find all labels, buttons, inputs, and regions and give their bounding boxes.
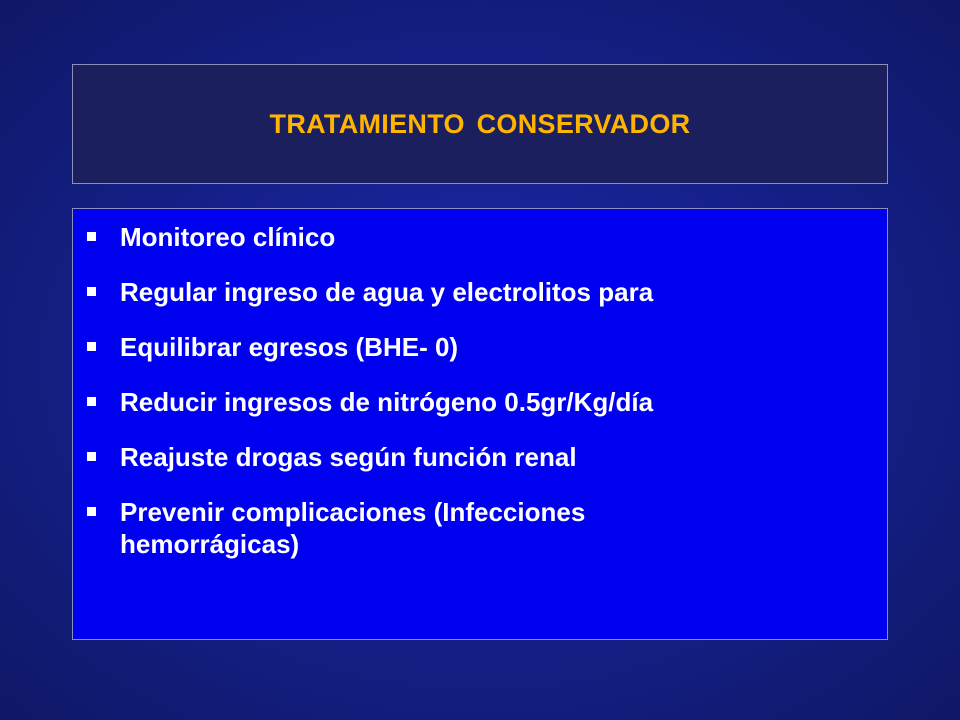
bullet-text: Prevenir complicaciones (Infecciones hemorrágicas) <box>120 497 586 559</box>
bullet-list <box>73 209 887 560</box>
square-bullet-icon <box>87 507 96 516</box>
list-item <box>87 276 887 308</box>
square-bullet-icon <box>87 287 96 296</box>
bullet-text: Reducir ingresos de nitrógeno 0.5gr/Kg/día <box>120 387 654 417</box>
bullet-text: Reajuste drogas según función renal <box>120 442 577 472</box>
square-bullet-icon <box>87 232 96 241</box>
square-bullet-icon <box>87 397 96 406</box>
content-box <box>72 208 888 640</box>
slide-title: TRATAMIENTO CONSERVADOR <box>269 108 691 139</box>
list-item <box>87 441 887 473</box>
list-item <box>87 221 887 253</box>
bullet-text: Equilibrar egresos (BHE- 0) <box>120 332 459 362</box>
list-item <box>87 386 887 418</box>
bullet-text: Regular ingreso de agua y electrolitos para <box>120 277 654 307</box>
list-item <box>87 496 887 560</box>
list-item <box>87 331 887 363</box>
bullet-text: Monitoreo clínico <box>120 222 336 252</box>
square-bullet-icon <box>87 342 96 351</box>
square-bullet-icon <box>87 452 96 461</box>
title-box <box>72 64 888 184</box>
